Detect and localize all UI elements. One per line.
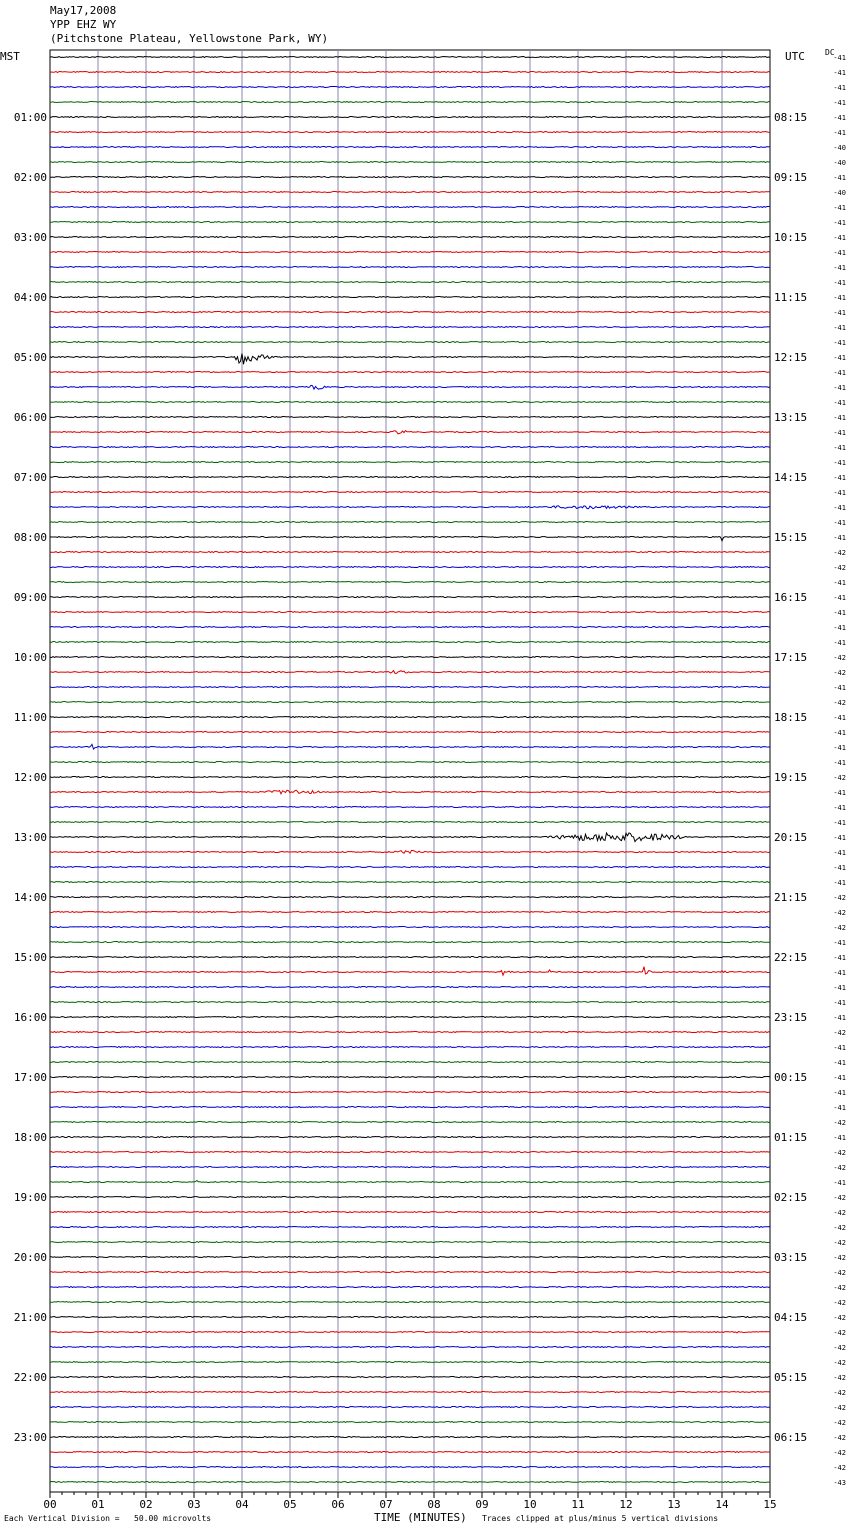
dc-offset-label: -42 xyxy=(833,1254,846,1262)
dc-offset-label: -41 xyxy=(833,444,846,452)
seismic-trace xyxy=(50,1212,770,1213)
dc-offset-label: -42 xyxy=(833,909,846,917)
seismic-trace xyxy=(50,777,770,778)
seismic-trace xyxy=(50,790,770,794)
dc-offset-label: -41 xyxy=(833,1059,846,1067)
seismic-trace xyxy=(50,732,770,733)
seismic-trace xyxy=(50,1392,770,1393)
seismic-trace xyxy=(50,867,770,868)
seismic-trace xyxy=(50,762,770,763)
dc-offset-label: -42 xyxy=(833,1299,846,1307)
dc-offset-label: -41 xyxy=(833,624,846,632)
x-tick-label: 08 xyxy=(427,1498,441,1511)
dc-offset-label: -41 xyxy=(833,639,846,647)
seismic-trace xyxy=(50,447,770,448)
dc-offset-label: -41 xyxy=(833,579,846,587)
seismic-trace xyxy=(50,597,770,598)
utc-hour-label: 18:15 xyxy=(774,711,808,724)
seismic-trace xyxy=(50,431,770,434)
dc-offset-label: -41 xyxy=(833,1044,846,1052)
utc-hour-label: 09:15 xyxy=(774,171,808,184)
dc-offset-label: -41 xyxy=(833,354,846,362)
seismic-trace xyxy=(50,1332,770,1333)
dc-offset-label: -42 xyxy=(833,1389,846,1397)
dc-offset-label: -41 xyxy=(833,279,846,287)
dc-offset-label: -41 xyxy=(833,489,846,497)
dc-offset-label: -41 xyxy=(833,384,846,392)
seismic-trace xyxy=(50,477,770,478)
seismic-trace xyxy=(50,567,770,568)
dc-offset-label: -42 xyxy=(833,549,846,557)
dc-offset-label: -42 xyxy=(833,1449,846,1457)
seismic-trace xyxy=(50,1062,770,1063)
dc-offset-label: -41 xyxy=(833,744,846,752)
x-tick-label: 03 xyxy=(187,1498,201,1511)
mst-hour-label: 18:00 xyxy=(13,1131,47,1144)
dc-offset-label: -41 xyxy=(833,1104,846,1112)
mst-hour-label: 02:00 xyxy=(13,171,47,184)
dc-offset-label: -41 xyxy=(833,369,846,377)
mst-hour-label: 19:00 xyxy=(13,1191,47,1204)
seismic-trace xyxy=(50,1242,770,1243)
seismic-trace xyxy=(50,1347,770,1348)
utc-hour-label: 10:15 xyxy=(774,231,808,244)
dc-offset-label: -41 xyxy=(833,219,846,227)
seismic-trace xyxy=(50,1167,770,1168)
mst-hour-label: 12:00 xyxy=(13,771,47,784)
utc-hour-label: 16:15 xyxy=(774,591,808,604)
seismic-trace xyxy=(50,117,770,118)
seismic-trace xyxy=(50,312,770,313)
seismic-trace xyxy=(50,702,770,703)
seismic-trace xyxy=(50,912,770,913)
seismic-trace xyxy=(50,57,770,58)
dc-offset-label: -42 xyxy=(833,1149,846,1157)
mst-hour-label: 11:00 xyxy=(13,711,47,724)
dc-offset-label: -41 xyxy=(833,399,846,407)
x-tick-label: 09 xyxy=(475,1498,489,1511)
mst-hour-label: 06:00 xyxy=(13,411,47,424)
seismic-trace xyxy=(50,177,770,178)
dc-offset-label: -42 xyxy=(833,1164,846,1172)
x-tick-label: 00 xyxy=(43,1498,57,1511)
mst-hour-label: 16:00 xyxy=(13,1011,47,1024)
seismic-trace xyxy=(50,957,770,958)
seismic-trace xyxy=(50,1437,770,1438)
mst-hour-label: 20:00 xyxy=(13,1251,47,1264)
seismic-trace xyxy=(50,417,770,418)
x-tick-label: 12 xyxy=(619,1498,633,1511)
dc-offset-label: -41 xyxy=(833,129,846,137)
dc-offset-label: -41 xyxy=(833,879,846,887)
dc-offset-label: -41 xyxy=(833,1134,846,1142)
x-tick-label: 02 xyxy=(139,1498,153,1511)
seismic-trace xyxy=(50,237,770,238)
mst-hour-label: 01:00 xyxy=(13,111,47,124)
mst-hour-label: 04:00 xyxy=(13,291,47,304)
dc-offset-label: -42 xyxy=(833,1239,846,1247)
seismic-trace xyxy=(50,1317,770,1318)
mst-hour-label: 15:00 xyxy=(13,951,47,964)
seismic-trace xyxy=(50,1197,770,1198)
dc-offset-label: -41 xyxy=(833,249,846,257)
utc-hour-label: 17:15 xyxy=(774,651,808,664)
header-location: (Pitchstone Plateau, Yellowstone Park, WY) xyxy=(50,32,329,45)
mst-hour-label: 03:00 xyxy=(13,231,47,244)
seismic-trace xyxy=(50,1107,770,1108)
dc-offset-label: -41 xyxy=(833,804,846,812)
seismic-trace xyxy=(50,642,770,643)
mst-hour-label: 14:00 xyxy=(13,891,47,904)
utc-hour-label: 02:15 xyxy=(774,1191,808,1204)
dc-offset-label: -42 xyxy=(833,1194,846,1202)
dc-offset-label: -40 xyxy=(833,159,846,167)
seismic-trace xyxy=(50,1452,770,1453)
dc-offset-label: -41 xyxy=(833,789,846,797)
x-tick-label: 07 xyxy=(379,1498,393,1511)
dc-offset-label: -42 xyxy=(833,669,846,677)
seismic-trace xyxy=(50,1287,770,1288)
x-tick-label: 15 xyxy=(763,1498,777,1511)
dc-offset-label: -41 xyxy=(833,234,846,242)
dc-offset-label: -42 xyxy=(833,654,846,662)
dc-offset-label: -42 xyxy=(833,1269,846,1277)
seismic-trace xyxy=(50,987,770,988)
dc-offset-label: -41 xyxy=(833,729,846,737)
seismic-trace xyxy=(50,552,770,553)
seismic-trace xyxy=(50,506,770,509)
utc-hour-label: 15:15 xyxy=(774,531,808,544)
mst-hour-label: 05:00 xyxy=(13,351,47,364)
seismic-trace xyxy=(50,342,770,343)
dc-offset-label: -41 xyxy=(833,114,846,122)
seismic-trace xyxy=(50,1482,770,1483)
seismic-trace xyxy=(50,132,770,133)
seismic-trace xyxy=(50,354,770,365)
seismic-trace xyxy=(50,927,770,928)
x-tick-label: 05 xyxy=(283,1498,297,1511)
dc-offset-label: -41 xyxy=(833,1014,846,1022)
seismic-trace xyxy=(50,1227,770,1228)
seismic-trace xyxy=(50,1407,770,1408)
seismic-trace xyxy=(50,744,770,749)
seismic-trace xyxy=(50,582,770,583)
seismic-trace xyxy=(50,627,770,628)
seismic-trace xyxy=(50,1002,770,1003)
dc-offset-label: -42 xyxy=(833,1404,846,1412)
utc-hour-label: 14:15 xyxy=(774,471,808,484)
utc-hour-label: 05:15 xyxy=(774,1371,808,1384)
x-tick-label: 10 xyxy=(523,1498,537,1511)
seismic-trace xyxy=(50,372,770,373)
dc-offset-label: -41 xyxy=(833,534,846,542)
x-tick-label: 14 xyxy=(715,1498,729,1511)
seismic-trace xyxy=(50,207,770,208)
seismic-trace xyxy=(50,385,770,389)
seismic-trace xyxy=(50,162,770,163)
dc-offset-label: -41 xyxy=(833,504,846,512)
dc-offset-label: -40 xyxy=(833,189,846,197)
utc-hour-label: 13:15 xyxy=(774,411,808,424)
mst-hour-label: 09:00 xyxy=(13,591,47,604)
dc-offset-label: -41 xyxy=(833,474,846,482)
utc-hour-label: 06:15 xyxy=(774,1431,808,1444)
dc-offset-label: -42 xyxy=(833,1284,846,1292)
x-axis-title: TIME (MINUTES) xyxy=(374,1511,467,1524)
dc-offset-label: -42 xyxy=(833,1344,846,1352)
utc-hour-label: 23:15 xyxy=(774,1011,808,1024)
dc-offset-label: -42 xyxy=(833,1224,846,1232)
mst-hour-label: 10:00 xyxy=(13,651,47,664)
dc-offset-label: -42 xyxy=(833,1029,846,1037)
utc-axis-label: UTC xyxy=(785,50,805,63)
seismic-trace xyxy=(50,657,770,658)
utc-hour-label: 11:15 xyxy=(774,291,808,304)
seismic-trace xyxy=(50,882,770,883)
header-date: May17,2008 xyxy=(50,4,117,17)
dc-offset-label: -41 xyxy=(833,1179,846,1187)
seismic-trace xyxy=(50,1017,770,1018)
seismic-trace xyxy=(50,822,770,823)
seismic-trace xyxy=(50,297,770,298)
dc-offset-label: -41 xyxy=(833,339,846,347)
dc-offset-label: -41 xyxy=(833,684,846,692)
seismic-trace xyxy=(50,72,770,73)
seismic-trace xyxy=(50,717,770,718)
seismic-trace xyxy=(50,87,770,88)
dc-offset-label: -42 xyxy=(833,1434,846,1442)
utc-hour-label: 01:15 xyxy=(774,1131,808,1144)
dc-offset-label: -41 xyxy=(833,714,846,722)
seismic-trace xyxy=(50,1272,770,1273)
dc-offset-label: -41 xyxy=(833,459,846,467)
mst-hour-label: 13:00 xyxy=(13,831,47,844)
seismic-trace xyxy=(50,833,770,842)
seismic-trace xyxy=(50,807,770,808)
seismic-trace xyxy=(50,612,770,613)
dc-offset-label: -41 xyxy=(833,999,846,1007)
utc-hour-label: 00:15 xyxy=(774,1071,808,1084)
dc-offset-label: -42 xyxy=(833,1359,846,1367)
x-tick-label: 13 xyxy=(667,1498,681,1511)
seismic-trace xyxy=(50,1467,770,1468)
dc-offset-label: -42 xyxy=(833,1119,846,1127)
dc-offset-label: -41 xyxy=(833,429,846,437)
mst-hour-label: 17:00 xyxy=(13,1071,47,1084)
seismic-trace xyxy=(50,222,770,223)
dc-offset-label: -41 xyxy=(833,954,846,962)
dc-offset-label: -41 xyxy=(833,99,846,107)
utc-hour-label: 03:15 xyxy=(774,1251,808,1264)
dc-offset-label: -41 xyxy=(833,54,846,62)
dc-offset-label: -41 xyxy=(833,969,846,977)
dc-offset-label: -41 xyxy=(833,324,846,332)
utc-hour-label: 22:15 xyxy=(774,951,808,964)
utc-hour-label: 08:15 xyxy=(774,111,808,124)
seismic-trace xyxy=(50,327,770,328)
dc-offset-label: -41 xyxy=(833,69,846,77)
seismic-trace xyxy=(50,492,770,493)
footer-clip-note: Traces clipped at plus/minus 5 vertical divisions xyxy=(482,1514,719,1523)
seismic-trace xyxy=(50,671,770,674)
x-tick-label: 01 xyxy=(91,1498,105,1511)
utc-hour-label: 04:15 xyxy=(774,1311,808,1324)
utc-hour-label: 21:15 xyxy=(774,891,808,904)
dc-offset-label: -41 xyxy=(833,759,846,767)
seismic-trace xyxy=(50,1077,770,1078)
dc-offset-label: -41 xyxy=(833,819,846,827)
seismic-trace xyxy=(50,967,770,976)
dc-offset-label: -42 xyxy=(833,1329,846,1337)
dc-offset-label: -42 xyxy=(833,1314,846,1322)
seismic-trace xyxy=(50,1302,770,1303)
dc-offset-label: -41 xyxy=(833,204,846,212)
dc-offset-label: -42 xyxy=(833,774,846,782)
dc-offset-label: -42 xyxy=(833,1419,846,1427)
dc-offset-label: -41 xyxy=(833,984,846,992)
dc-offset-label: -41 xyxy=(833,609,846,617)
dc-offset-label: -42 xyxy=(833,699,846,707)
footer-division-note: Each Vertical Division = 50.00 microvolts xyxy=(4,1514,212,1523)
seismic-trace xyxy=(50,102,770,103)
seismic-trace xyxy=(50,462,770,463)
seismic-trace xyxy=(50,282,770,283)
x-tick-label: 06 xyxy=(331,1498,345,1511)
dc-label: DC xyxy=(825,48,835,57)
seismic-trace xyxy=(50,1137,770,1138)
dc-offset-label: -41 xyxy=(833,939,846,947)
seismic-trace xyxy=(50,1181,770,1183)
seismic-trace xyxy=(50,147,770,148)
x-tick-label: 11 xyxy=(571,1498,585,1511)
utc-hour-label: 12:15 xyxy=(774,351,808,364)
header-station: YPP EHZ WY xyxy=(50,18,117,31)
seismic-trace xyxy=(50,192,770,193)
seismic-trace xyxy=(50,1377,770,1378)
dc-offset-label: -40 xyxy=(833,144,846,152)
dc-offset-label: -43 xyxy=(833,1479,846,1487)
dc-offset-label: -41 xyxy=(833,864,846,872)
dc-offset-label: -42 xyxy=(833,894,846,902)
dc-offset-label: -41 xyxy=(833,1089,846,1097)
seismic-trace xyxy=(50,1152,770,1153)
seismic-trace xyxy=(50,402,770,403)
mst-hour-label: 08:00 xyxy=(13,531,47,544)
utc-hour-label: 20:15 xyxy=(774,831,808,844)
dc-offset-label: -41 xyxy=(833,414,846,422)
seismic-trace xyxy=(50,252,770,253)
seismic-trace xyxy=(50,1422,770,1423)
mst-hour-label: 07:00 xyxy=(13,471,47,484)
dc-offset-label: -41 xyxy=(833,1074,846,1082)
dc-offset-label: -41 xyxy=(833,264,846,272)
utc-hour-label: 19:15 xyxy=(774,771,808,784)
seismic-trace xyxy=(50,1092,770,1093)
dc-offset-label: -41 xyxy=(833,519,846,527)
mst-hour-label: 22:00 xyxy=(13,1371,47,1384)
seismic-trace xyxy=(50,897,770,898)
mst-hour-label: 23:00 xyxy=(13,1431,47,1444)
seismic-trace xyxy=(50,687,770,688)
seismic-trace xyxy=(50,522,770,523)
seismic-trace xyxy=(50,1362,770,1363)
seismic-trace xyxy=(50,850,770,853)
dc-offset-label: -41 xyxy=(833,594,846,602)
dc-offset-label: -41 xyxy=(833,294,846,302)
seismic-trace xyxy=(50,537,770,541)
seismic-trace xyxy=(50,1032,770,1033)
dc-offset-label: -42 xyxy=(833,1464,846,1472)
dc-offset-label: -42 xyxy=(833,564,846,572)
seismic-trace xyxy=(50,267,770,268)
seismic-trace xyxy=(50,1047,770,1048)
dc-offset-label: -41 xyxy=(833,84,846,92)
dc-offset-label: -41 xyxy=(833,834,846,842)
dc-offset-label: -42 xyxy=(833,1209,846,1217)
seismic-trace xyxy=(50,1122,770,1123)
seismic-trace xyxy=(50,1257,770,1258)
mst-hour-label: 21:00 xyxy=(13,1311,47,1324)
seismic-trace xyxy=(50,942,770,943)
dc-offset-label: -42 xyxy=(833,1374,846,1382)
dc-offset-label: -42 xyxy=(833,924,846,932)
mst-axis-label: MST xyxy=(0,50,20,63)
dc-offset-label: -41 xyxy=(833,849,846,857)
x-tick-label: 04 xyxy=(235,1498,249,1511)
dc-offset-label: -41 xyxy=(833,309,846,317)
dc-offset-label: -41 xyxy=(833,174,846,182)
